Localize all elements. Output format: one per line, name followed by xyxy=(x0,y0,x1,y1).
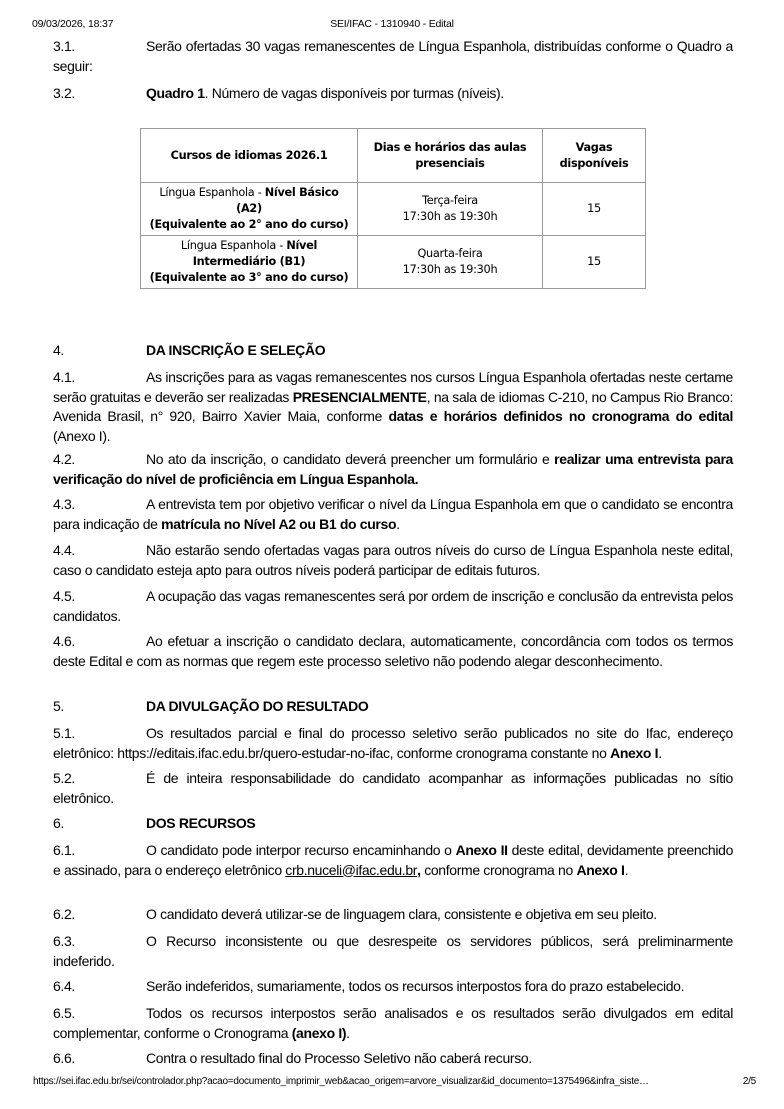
course-cell: Língua Espanhola - Nível Intermediário (B1) (Equivalente ao 3° ano do curso) xyxy=(141,236,358,289)
item-5-1: 5.1. Os resultados parcial e final do processo seletivo serão publicados no site do Ifac, endereço eletrônico: https://editais.ifac.edu.br/quero-estudar-no-ifac, conforme cronograma constante no Anexo I. xyxy=(53,725,733,761)
item-6-1: 6.1. O candidato pode interpor recurso encaminhando o Anexo II deste edital, devidamente preenchido e assinado, para o endereço eletrônico crb.nuceli@ifac.edu.br, conforme cronograma no Anexo I. xyxy=(53,842,733,878)
table-header: Dias e horários das aulas presenciais xyxy=(358,129,543,183)
vacancies-table xyxy=(140,128,646,289)
item-6-3: 6.3. O Recurso inconsistente ou que desrespeite os servidores públicos, será preliminarmente indeferido. xyxy=(53,933,733,969)
print-footer xyxy=(0,1076,784,1090)
page-number: 2/5 xyxy=(742,1076,756,1087)
item-3-2: 3.2. Quadro 1. Número de vagas disponíveis por turmas (níveis). xyxy=(53,84,733,104)
table-header-row xyxy=(141,129,646,183)
item-6-4: 6.4. Serão indeferidos, sumariamente, todos os recursos interpostos fora do prazo estabelecido. xyxy=(53,978,685,994)
vagas-cell: 15 xyxy=(543,183,646,236)
section-4-heading: 4. DA INSCRIÇÃO E SELEÇÃO xyxy=(53,342,326,358)
item-6-6: 6.6. Contra o resultado final do Processo Seletivo não caberá recurso. xyxy=(53,1050,532,1066)
table-row xyxy=(141,183,646,236)
item-number: 3.2. xyxy=(53,85,75,101)
item-4-2: 4.2. No ato da inscrição, o candidato deverá preencher um formulário e realizar uma entrevista para verificação do nível de proficiência em Língua Espanhola. xyxy=(53,451,733,487)
course-cell: Língua Espanhola - Nível Básico (A2) (Equivalente ao 2° ano do curso) xyxy=(141,183,358,236)
table-header: Cursos de idiomas 2026.1 xyxy=(141,129,358,183)
item-5-2: 5.2. É de inteira responsabilidade do candidato acompanhar as informações publicadas no sítio eletrônico. xyxy=(53,770,733,806)
item-4-4: 4.4. Não estarão sendo ofertadas vagas para outros níveis do curso de Língua Espanhola neste edital, caso o candidato esteja apto para outros níveis poderá participar de editais futuros. xyxy=(53,542,733,578)
item-4-3: 4.3. A entrevista tem por objetivo verificar o nível da Língua Espanhola em que o candidato se encontra para indicação de matrícula no Nível A2 ou B1 do curso. xyxy=(53,496,733,532)
item-4-1: 4.1. As inscrições para as vagas remanescentes nos cursos Língua Espanhola ofertadas neste certame serão gratuitas e deverão ser realizadas PRESENCIALMENTE, na sala de idiomas C-210, no Campus Rio Branco: Avenida Brasil, n° 920, Bairro Xavier Maia, conforme datas e horários definidos no cronograma do edital (Anexo I). xyxy=(53,369,733,444)
item-6-2: 6.2. O candidato deverá utilizar-se de linguagem clara, consistente e objetiva em seu pleito. xyxy=(53,906,657,922)
email-link[interactable]: crb.nuceli@ifac.edu.br xyxy=(285,861,418,878)
item-3-1: 3.1. Serão ofertadas 30 vagas remanescentes de Língua Espanhola, distribuídas conforme o Quadro a seguir: xyxy=(53,38,733,74)
table-row xyxy=(141,236,646,289)
item-6-5: 6.5. Todos os recursos interpostos serão analisados e os resultados serão divulgados em edital complementar, conforme o Cronograma (anexo I). xyxy=(53,1005,733,1041)
schedule-cell: Quarta-feira 17:30h as 19:30h xyxy=(358,236,543,289)
vagas-cell: 15 xyxy=(543,236,646,289)
print-datetime: 09/03/2026, 18:37 xyxy=(32,18,114,30)
print-url: https://sei.ifac.edu.br/sei/controlador.php?acao=documento_imprimir_web&acao_origem=arvore_visualizar&id_documento=1375496&infra_siste… xyxy=(33,1076,649,1087)
item-number: 3.1. xyxy=(53,38,75,54)
schedule-cell: Terça-feira 17:30h as 19:30h xyxy=(358,183,543,236)
section-6-heading: 6. DOS RECURSOS xyxy=(53,815,256,831)
section-5-heading: 5. DA DIVULGAÇÃO DO RESULTADO xyxy=(53,698,369,714)
item-4-5: 4.5. A ocupação das vagas remanescentes será por ordem de inscrição e conclusão da entrevista pelos candidatos. xyxy=(53,588,733,624)
table-header: Vagas disponíveis xyxy=(543,129,646,183)
print-title: SEI/IFAC - 1310940 - Edital xyxy=(330,18,454,30)
item-4-6: 4.6. Ao efetuar a inscrição o candidato declara, automaticamente, concordância com todos os termos deste Edital e com as normas que regem este processo seletivo não podendo alegar desconhecimento. xyxy=(53,633,733,669)
